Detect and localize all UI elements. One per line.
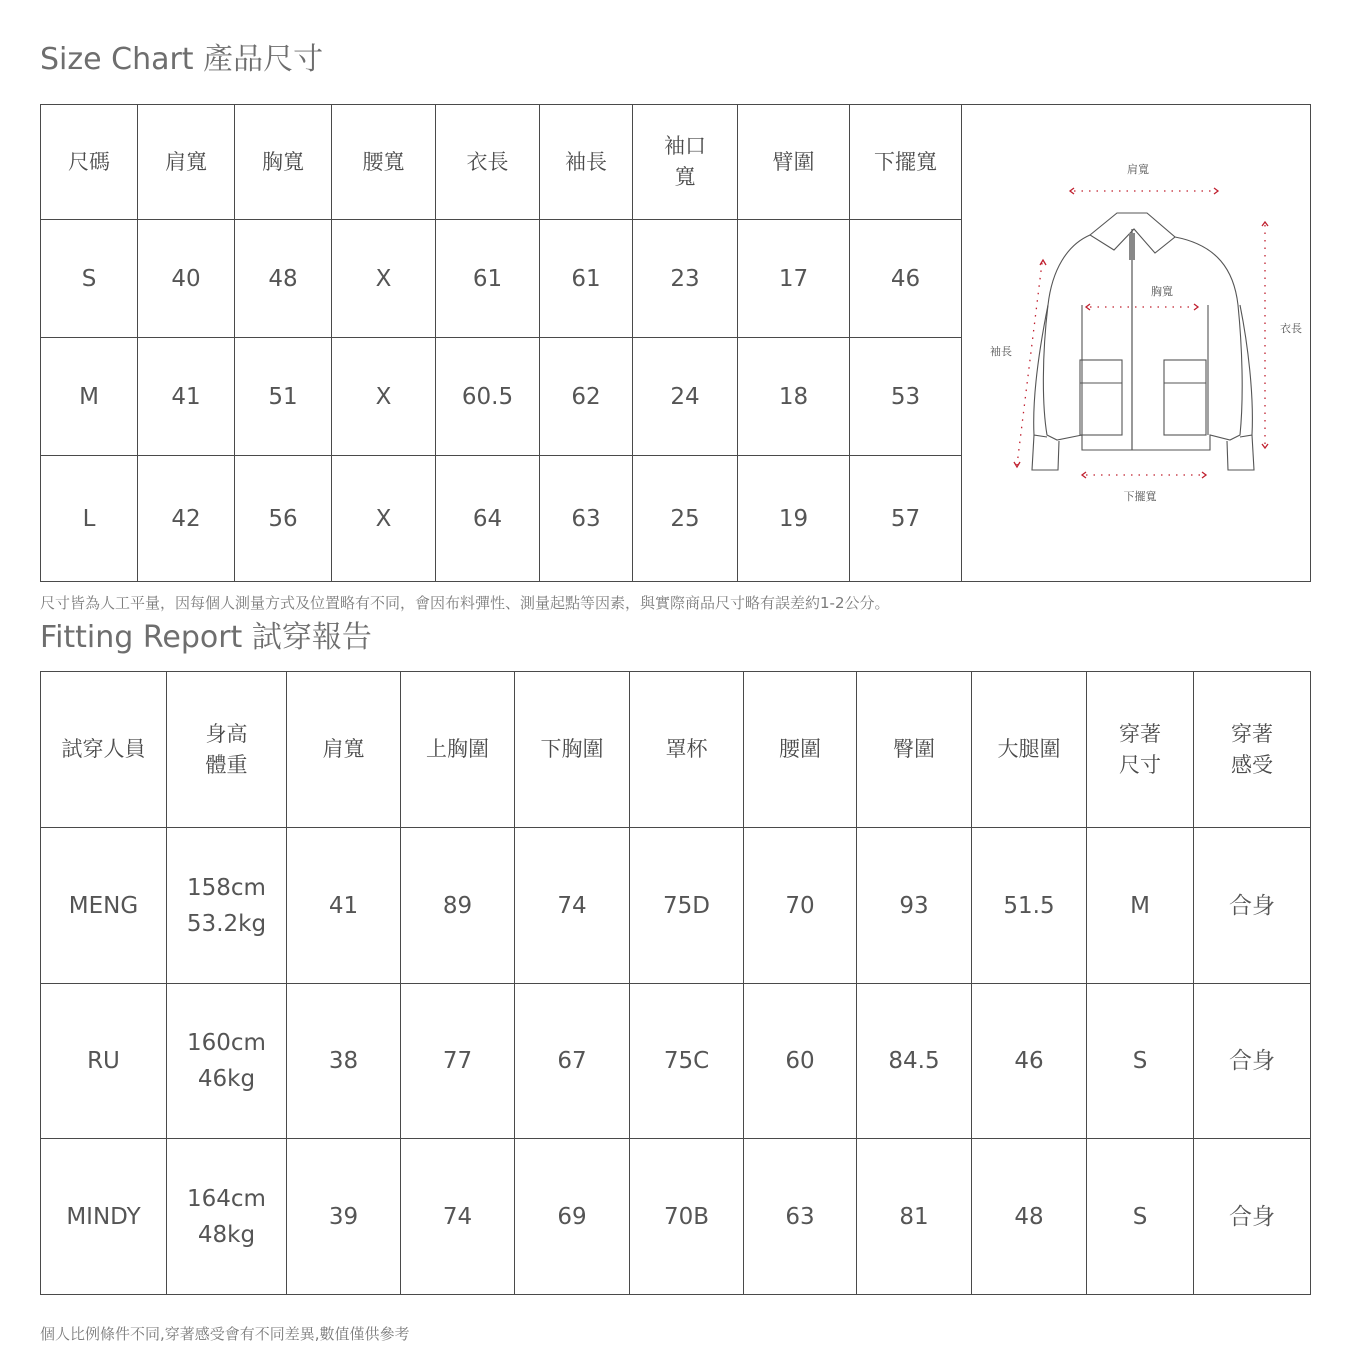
fitting-cell (167, 984, 287, 1139)
fitting-cell (515, 984, 630, 1139)
size-cell (138, 338, 235, 456)
size-header-cell (235, 105, 332, 220)
size-header-cell (332, 105, 436, 220)
fitting-cell (41, 828, 167, 984)
fitting-cell (287, 828, 401, 984)
size-cell-text: 41 (171, 383, 201, 410)
size-cell (633, 456, 738, 582)
fitting-cell-text: 合身 (1229, 1203, 1275, 1230)
fitting-cell-text: 60 (785, 1048, 815, 1074)
size-cell (850, 338, 962, 456)
measurement-arrows (1017, 191, 1265, 475)
size-cell-text: S (81, 265, 97, 292)
size-cell-text: 18 (778, 383, 809, 410)
size-header-cell-text: 胸寬 (262, 149, 304, 174)
fitting-cell-text: 合身 (1229, 1048, 1275, 1074)
fitting-cell-text: 89 (442, 892, 473, 919)
fitting-cell-text: 75D (663, 892, 710, 919)
size-cell (235, 220, 332, 338)
fitting-header-cell-text: 罩杯 (665, 737, 708, 761)
fitting-cell (972, 1139, 1087, 1295)
size-cell-text: 60.5 (461, 383, 514, 410)
size-cell-text: 40 (171, 265, 201, 292)
fitting-cell-text: 67 (557, 1048, 587, 1074)
size-cell-text: 17 (778, 265, 809, 292)
fitting-cell (857, 1139, 972, 1295)
size-cell-text: M (79, 383, 99, 410)
size-header-cell (138, 105, 235, 220)
size-header-cell-text: 腰寬 (362, 149, 405, 174)
size-cell (738, 220, 850, 338)
jacket-measurement-diagram (962, 105, 1311, 582)
fitting-report-note: 個人比例條件不同,穿著感受會有不同差異,數值僅供參考 (40, 1325, 410, 1343)
size-chart-table (40, 104, 1311, 582)
fitting-cell-text: 74 (442, 1203, 473, 1230)
fitting-cell (1087, 984, 1194, 1139)
size-cell (41, 456, 138, 582)
fitting-header-cell-text: 肩寬 (322, 737, 365, 761)
length-label: 衣長 (1280, 322, 1302, 335)
jacket-outline-icon (962, 105, 1311, 581)
size-header-cell-text: 肩寬 (165, 149, 207, 174)
size-header-cell-text: 衣長 (466, 149, 509, 174)
fitting-header-cell (41, 672, 167, 828)
size-chart-title: Size Chart 產品尺寸 (40, 42, 324, 77)
fitting-cell (41, 1139, 167, 1295)
size-cell-text: 64 (472, 505, 503, 532)
fitting-header-cell (744, 672, 857, 828)
fitting-header-cell (857, 672, 972, 828)
fitting-cell (972, 984, 1087, 1139)
fitting-header-cell-text: 腰圍 (779, 737, 821, 761)
fitting-cell (630, 828, 744, 984)
fitting-cell (857, 984, 972, 1139)
size-cell-text: 48 (268, 265, 298, 292)
size-cell-text: X (375, 505, 392, 532)
fitting-cell-text: 合身 (1229, 892, 1275, 919)
fitting-cell-text: S (1132, 1048, 1148, 1074)
fitting-cell (167, 828, 287, 984)
fitting-cell (857, 828, 972, 984)
fitting-header-cell-text: 上胸圍 (426, 737, 489, 761)
size-cell-text: 57 (890, 505, 921, 532)
fitting-cell (1194, 984, 1311, 1139)
size-cell-text: 24 (670, 383, 700, 410)
hem-label: 下擺寬 (1123, 490, 1157, 503)
fitting-cell-text: 69 (557, 1203, 587, 1230)
fitting-cell-text: 93 (899, 892, 929, 919)
fitting-header-cell-text: 試穿人員 (61, 737, 146, 761)
size-header-cell-text: 袖長 (565, 149, 607, 174)
fitting-cell-text: 48 (1014, 1203, 1044, 1230)
size-cell (41, 220, 138, 338)
size-cell (540, 456, 633, 582)
size-cell-text: 56 (268, 505, 298, 532)
size-cell (738, 456, 850, 582)
fitting-cell (41, 984, 167, 1139)
fitting-cell-text: 77 (442, 1048, 473, 1074)
fitting-cell (401, 1139, 515, 1295)
fitting-header-cell-text: 穿著 尺寸 (1119, 721, 1161, 777)
fitting-row (41, 828, 1311, 984)
fitting-header-row (41, 672, 1311, 828)
size-cell (633, 338, 738, 456)
fitting-cell-text: 158cm 53.2kg (186, 874, 267, 937)
sleeve-label: 袖長 (990, 345, 1012, 358)
fitting-cell (167, 1139, 287, 1295)
size-cell-text: 53 (890, 383, 921, 410)
fitting-header-cell (972, 672, 1087, 828)
size-cell-text: 19 (778, 505, 809, 532)
fitting-header-cell (1194, 672, 1311, 828)
size-chart-note: 尺寸皆為人工平量，因每個人測量方式及位置略有不同，會因布料彈性、測量起點等因素，與實際商品尺寸略有誤差約1-2公分。 (40, 594, 890, 612)
fitting-cell-text: 75C (663, 1048, 710, 1074)
fitting-header-cell (630, 672, 744, 828)
size-header-cell (41, 105, 138, 220)
fitting-cell-text: 70B (663, 1203, 710, 1230)
size-cell (41, 338, 138, 456)
fitting-header-cell (401, 672, 515, 828)
fitting-cell-text: 41 (328, 892, 359, 919)
size-cell-text: 63 (571, 505, 601, 532)
shoulder-label: 肩寬 (1127, 163, 1149, 176)
fitting-cell (287, 984, 401, 1139)
size-cell (850, 220, 962, 338)
size-cell (138, 220, 235, 338)
fitting-report-title: Fitting Report 試穿報告 (40, 620, 372, 655)
size-cell (436, 338, 540, 456)
fitting-cell (1087, 1139, 1194, 1295)
chest-label: 胸寬 (1151, 285, 1173, 298)
size-cell-text: X (375, 383, 392, 410)
fitting-cell (630, 984, 744, 1139)
fitting-header-cell (287, 672, 401, 828)
size-cell (540, 220, 633, 338)
fitting-header-cell-text: 臀圍 (893, 737, 935, 761)
size-cell (138, 456, 235, 582)
fitting-cell-text: 70 (785, 892, 815, 919)
fitting-cell-text: 63 (785, 1203, 815, 1230)
size-cell (332, 338, 436, 456)
size-cell (633, 220, 738, 338)
fitting-cell (1194, 1139, 1311, 1295)
fitting-cell (744, 828, 857, 984)
fitting-cell (515, 828, 630, 984)
fitting-cell-text: 46 (1014, 1048, 1044, 1074)
fitting-report-table (40, 671, 1311, 1295)
size-header-cell-text: 下擺寬 (874, 149, 937, 174)
size-cell-text: 51 (268, 383, 298, 410)
size-cell-text: 46 (890, 265, 921, 292)
size-cell-text: 23 (670, 265, 700, 292)
size-cell (235, 338, 332, 456)
fitting-header-cell (1087, 672, 1194, 828)
size-header-cell-text: 尺碼 (68, 149, 110, 174)
fitting-cell (744, 984, 857, 1139)
size-cell (436, 456, 540, 582)
fitting-cell-text: 39 (328, 1203, 359, 1230)
size-cell-text: 61 (472, 265, 503, 292)
size-header-cell (540, 105, 633, 220)
fitting-cell (1194, 828, 1311, 984)
fitting-cell-text: RU (87, 1048, 120, 1074)
fitting-cell-text: 74 (557, 892, 587, 919)
fitting-cell-text: 160cm 46kg (187, 1030, 266, 1092)
fitting-cell (401, 984, 515, 1139)
fitting-cell-text: 164cm 48kg (187, 1185, 266, 1248)
fitting-cell-text: 84.5 (888, 1048, 940, 1074)
size-cell (850, 456, 962, 582)
size-cell (738, 338, 850, 456)
size-cell (332, 220, 436, 338)
size-header-cell (436, 105, 540, 220)
fitting-cell (630, 1139, 744, 1295)
size-cell (436, 220, 540, 338)
fitting-header-cell-text: 大腿圍 (997, 737, 1061, 761)
fitting-header-cell-text: 穿著 感受 (1231, 721, 1273, 777)
size-cell-text: 62 (571, 383, 601, 410)
size-header-cell (850, 105, 962, 220)
size-cell-text: 42 (171, 505, 201, 532)
size-cell-text: L (82, 505, 96, 532)
fitting-cell-text: 81 (899, 1203, 929, 1230)
fitting-cell (287, 1139, 401, 1295)
size-cell-text: 61 (571, 265, 601, 292)
size-cell-text: 25 (670, 505, 700, 532)
fitting-row (41, 984, 1311, 1139)
fitting-header-cell (515, 672, 630, 828)
size-cell (540, 338, 633, 456)
size-header-cell-text: 袖口 寬 (664, 134, 706, 189)
fitting-cell-text: 51.5 (1003, 892, 1055, 919)
fitting-header-cell-text: 身高 體重 (205, 721, 248, 777)
fitting-row (41, 1139, 1311, 1295)
size-header-cell (633, 105, 738, 220)
fitting-cell-text: S (1132, 1203, 1148, 1230)
fitting-header-cell-text: 下胸圍 (540, 737, 604, 761)
size-cell-text: X (375, 265, 392, 292)
fitting-cell (744, 1139, 857, 1295)
fitting-cell-text: 38 (328, 1048, 359, 1074)
size-header-cell-text: 臂圍 (772, 149, 815, 174)
fitting-cell-text: M (1130, 892, 1150, 919)
fitting-cell-text: MENG (68, 892, 139, 919)
fitting-cell (972, 828, 1087, 984)
size-cell (332, 456, 436, 582)
fitting-cell (401, 828, 515, 984)
fitting-header-cell (167, 672, 287, 828)
fitting-cell (515, 1139, 630, 1295)
size-header-cell (738, 105, 850, 220)
fitting-cell (1087, 828, 1194, 984)
size-cell (235, 456, 332, 582)
fitting-cell-text: MINDY (66, 1203, 141, 1230)
size-chart-header-row (41, 105, 1311, 220)
